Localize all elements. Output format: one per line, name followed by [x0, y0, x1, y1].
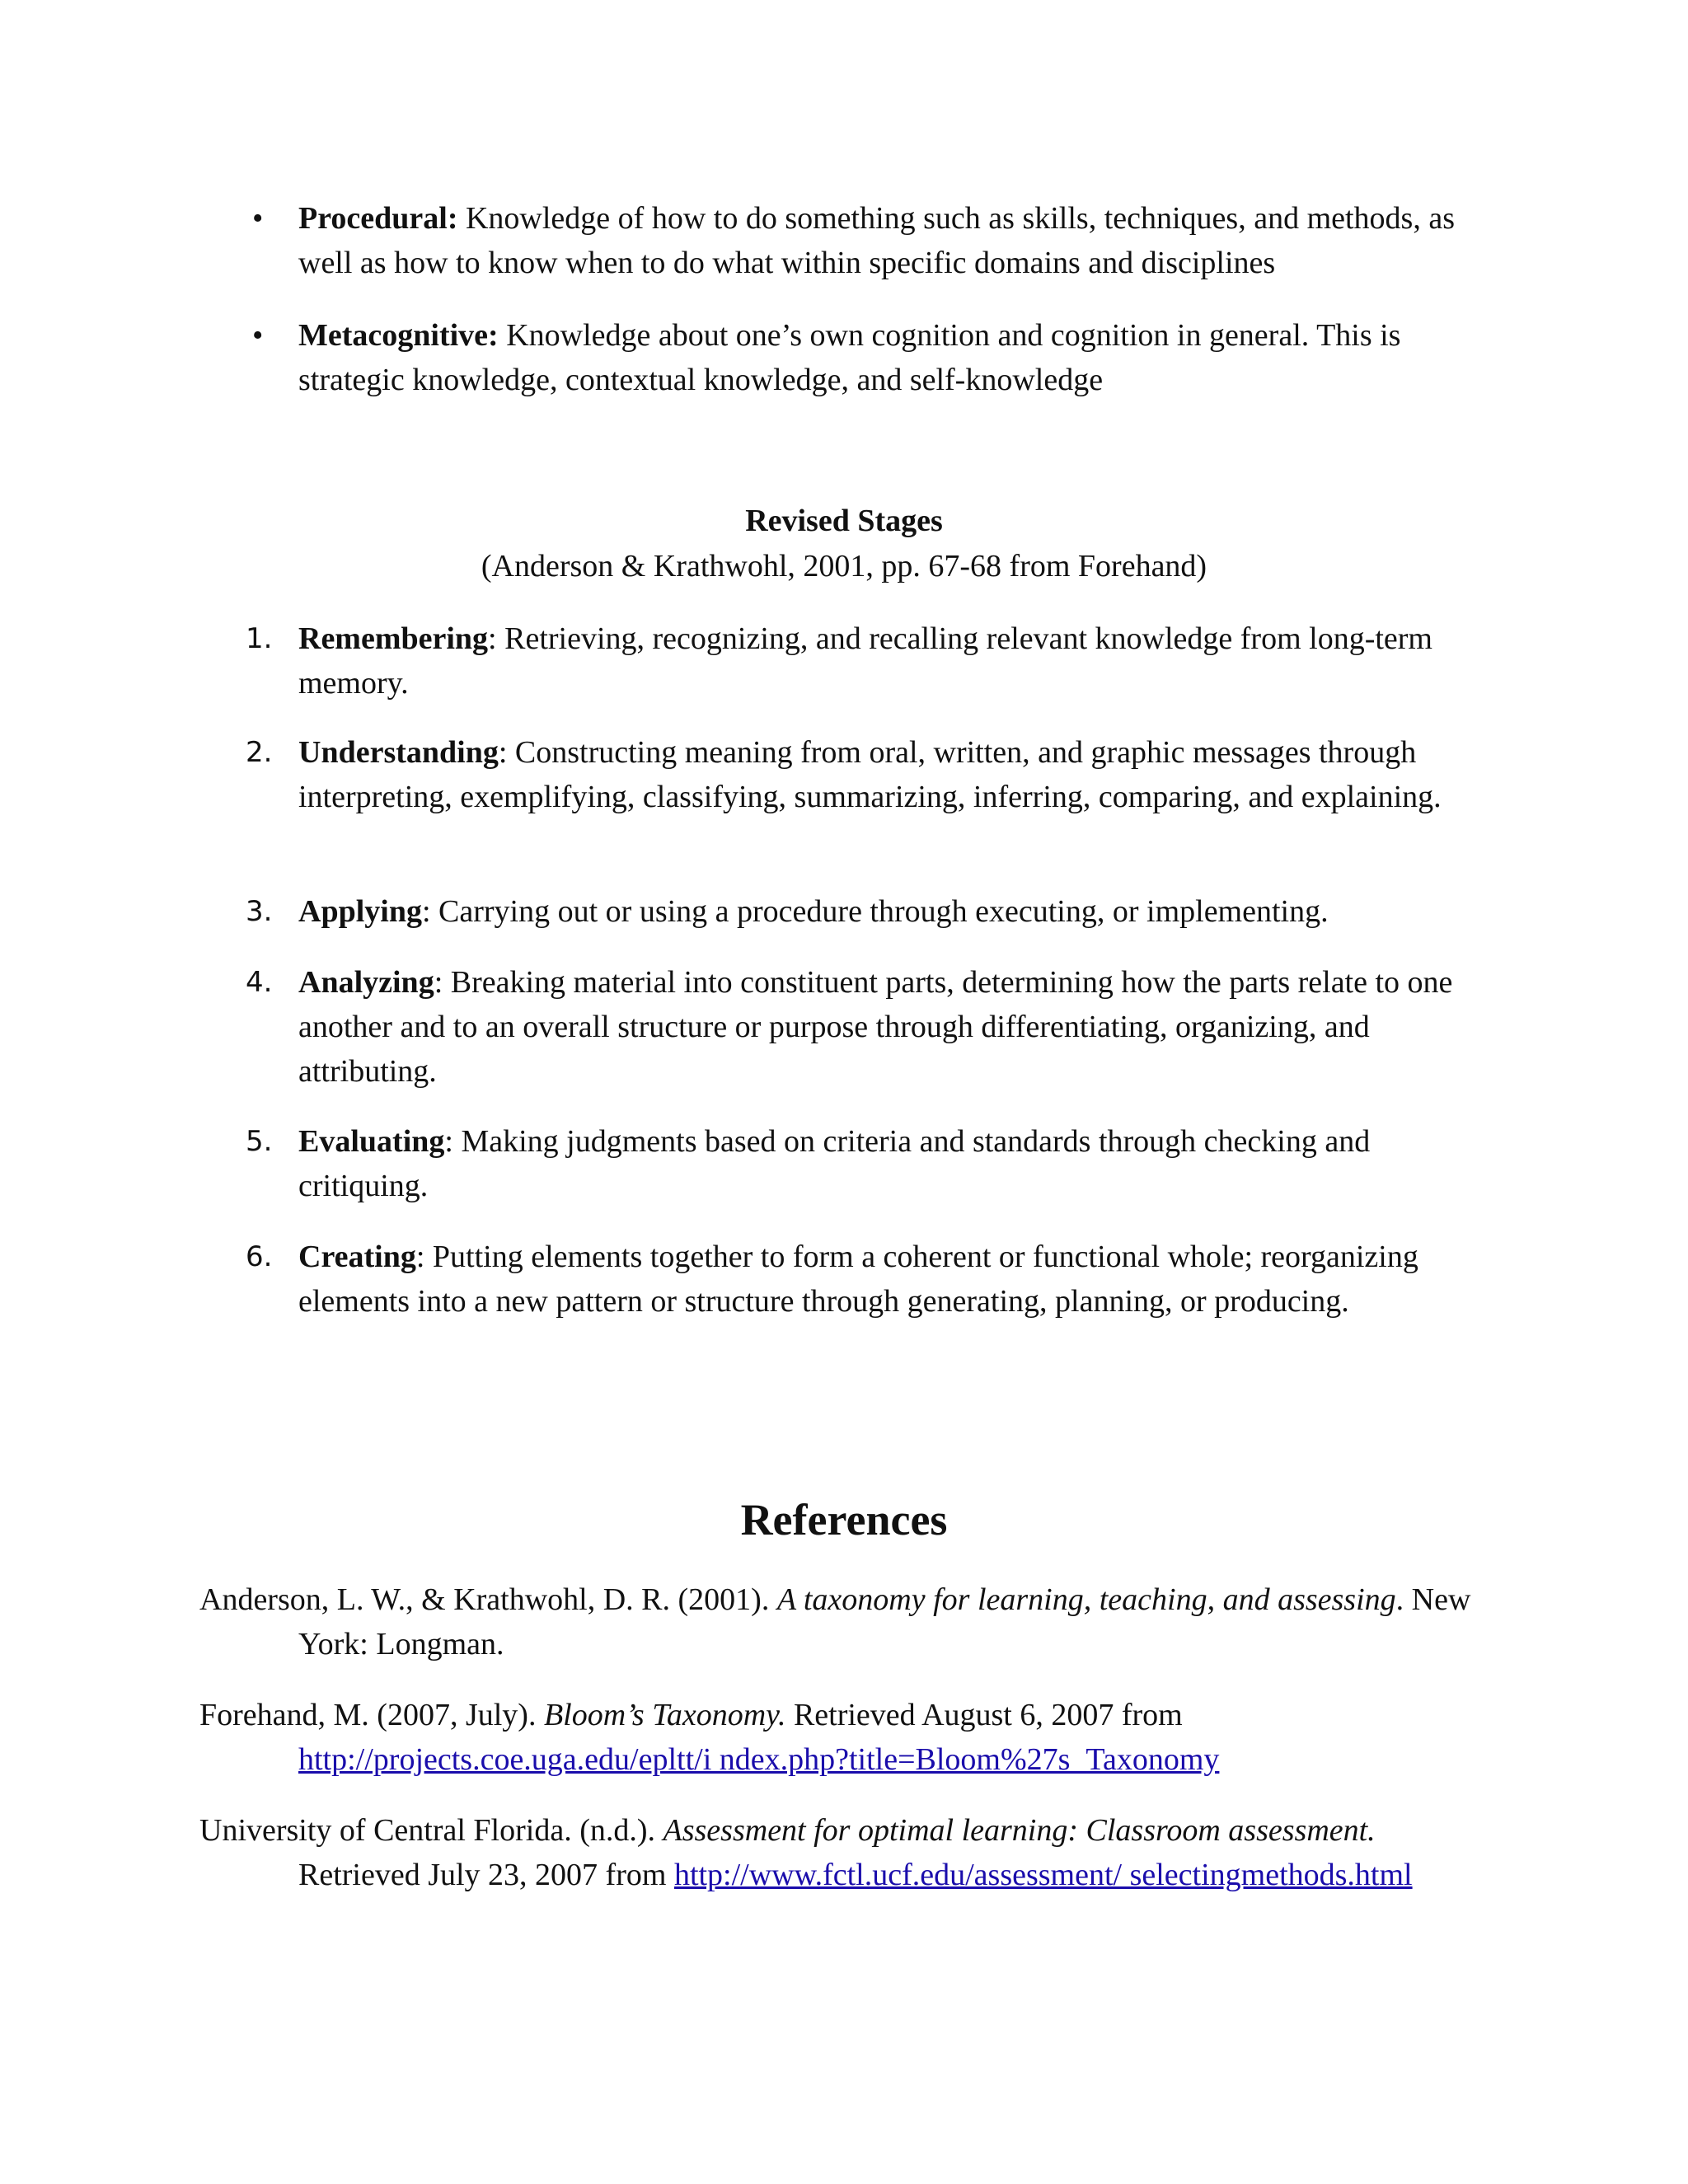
bullet-text: Knowledge about one’s own cognition and cognition in general. This is strategic knowledge, contextual knowledge, and self-knowledge [298, 318, 1401, 397]
bullet-item-procedural [252, 196, 1502, 285]
reference-title: Bloom’s Taxonomy. [543, 1698, 786, 1732]
stage-text: : Making judgments based on criteria and standards through checking and critiquing. [298, 1124, 1371, 1203]
stage-item-understanding [246, 730, 1502, 819]
stage-text: : Putting elements together to form a coherent or functional whole; reorganizing elements into a new pattern or structure through generating, planning, or producing. [298, 1240, 1418, 1319]
section-title: Revised Stages [745, 504, 943, 538]
reference-entry-forehand [199, 1693, 1502, 1782]
stage-term: Creating [298, 1240, 416, 1274]
stage-text: : Breaking material into constituent parts, determining how the parts relate to one another and to an overall structure or purpose through differentiating, organizing, and attributing. [298, 965, 1453, 1089]
bullet-term: Procedural: [298, 201, 458, 236]
stage-text: : Constructing meaning from oral, written, and graphic messages through interpreting, exemplifying, classifying, summarizing, inferring, comparing, and explaining. [298, 735, 1442, 814]
stage-term: Applying [298, 894, 422, 929]
reference-title: Assessment for optimal learning: Classroom assessment. [663, 1813, 1376, 1848]
reference-link[interactable]: http://www.fctl.ucf.edu/assessment/ selectingmethods.html [673, 1858, 1413, 1892]
reference-entry-anderson [199, 1577, 1502, 1666]
reference-lead: Anderson, L. W., & Krathwohl, D. R. (2001). [199, 1582, 777, 1617]
reference-title: A taxonomy for learning, teaching, and assessing [776, 1582, 1396, 1617]
references-heading: References [740, 1495, 948, 1544]
stage-item-applying [246, 889, 1502, 934]
bullet-text: Knowledge of how to do something such as skills, techniques, and methods, as well as how to know when to do what within specific domains and disciplines [298, 201, 1455, 280]
stage-item-remembering [246, 616, 1502, 705]
bullet-marker: • [252, 318, 264, 353]
stage-item-creating [246, 1235, 1502, 1324]
stage-text: : Carrying out or using a procedure through executing, or implementing. [421, 894, 1329, 929]
stage-item-evaluating [246, 1119, 1502, 1208]
reference-tail: . New York: Longman. [298, 1582, 1471, 1661]
bullet-term: Metacognitive: [298, 318, 499, 353]
stage-text: : Retrieving, recognizing, and recalling relevant knowledge from long-term memory. [298, 621, 1432, 701]
reference-lead: University of Central Florida. (n.d.). [199, 1813, 663, 1848]
list-number: 6. [246, 1240, 273, 1273]
list-number: 2. [246, 736, 273, 769]
stage-term: Remembering [298, 621, 489, 656]
stage-term: Understanding [298, 735, 499, 770]
stage-item-analyzing [246, 960, 1502, 1094]
reference-lead: Forehand, M. (2007, July). [199, 1698, 544, 1732]
bullet-item-metacognitive [252, 313, 1502, 402]
stage-term: Analyzing [298, 965, 434, 1000]
reference-tail: Retrieved July 23, 2007 from [298, 1858, 674, 1892]
list-number: 3. [246, 895, 273, 928]
reference-entry-ucf [199, 1808, 1502, 1897]
reference-link[interactable]: http://projects.coe.uga.edu/epltt/i ndex.php?title=Bloom%27s_Taxonomy [298, 1742, 1220, 1777]
list-number: 1. [246, 622, 273, 655]
list-number: 5. [246, 1125, 273, 1158]
section-subtitle: (Anderson & Krathwohl, 2001, pp. 67-68 from Forehand) [481, 549, 1207, 583]
stage-term: Evaluating [298, 1124, 445, 1159]
reference-tail: Retrieved August 6, 2007 from [785, 1698, 1183, 1732]
list-number: 4. [246, 966, 273, 999]
bullet-marker: • [252, 201, 264, 236]
